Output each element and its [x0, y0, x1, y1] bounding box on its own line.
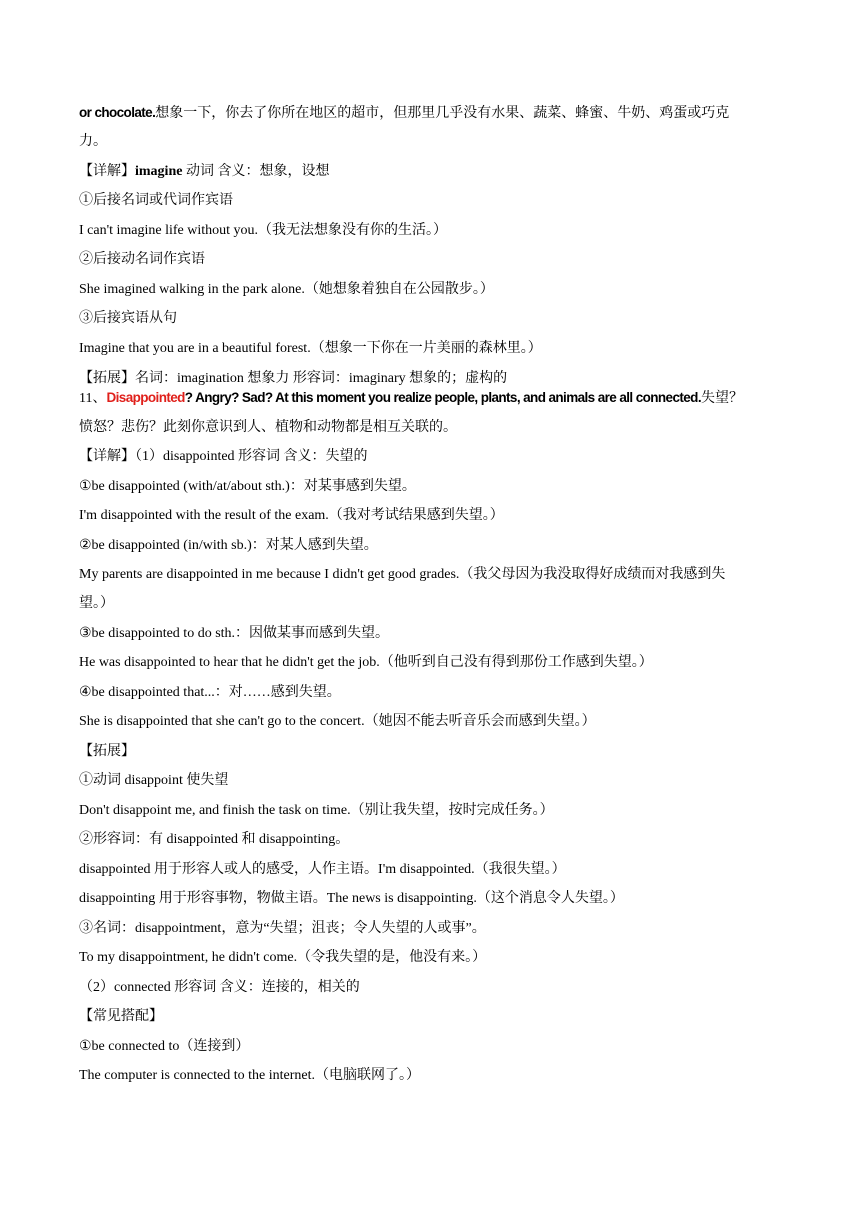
text-run: 11、: [79, 391, 107, 406]
text-run: ④be disappointed that...：对……感到失望。: [79, 685, 341, 700]
text-line: [79, 801, 794, 821]
text-run: 力。: [79, 134, 107, 149]
text-run: 【详解】（1）disappointed 形容词 含义：失望的: [79, 449, 368, 464]
text-run: 【拓展】: [79, 744, 135, 759]
text-line: [79, 830, 794, 850]
text-line: [79, 1037, 794, 1057]
text-run: or chocolate.: [79, 105, 156, 120]
text-line: [79, 771, 794, 791]
text-line: [79, 418, 794, 438]
text-run: ③名词：disappointment，意为“失望；沮丧；令人失望的人或事”。: [79, 921, 486, 936]
text-line: [79, 103, 794, 124]
text-run: imagine: [135, 164, 183, 179]
text-line: [79, 683, 794, 703]
text-line: [79, 506, 794, 526]
text-line: [79, 594, 794, 614]
text-run: ①动词 disappoint 使失望: [79, 773, 229, 788]
text-run: ①be disappointed (with/at/about sth.)：对某事感到失望。: [79, 479, 416, 494]
text-run: The computer is connected to the internet.（电脑联网了。）: [79, 1068, 420, 1083]
text-run: ③be disappointed to do sth.：因做某事而感到失望。: [79, 626, 390, 641]
text-line: [79, 712, 794, 732]
text-run: 望。）: [79, 596, 114, 611]
text-line: [79, 653, 794, 673]
text-line: [79, 132, 794, 152]
text-line: [79, 280, 794, 300]
text-line: [79, 919, 794, 939]
text-run: I can't imagine life without you.（我无法想象没有你的生活。）: [79, 223, 448, 238]
text-line: [79, 860, 794, 880]
text-line: [79, 477, 794, 497]
text-line: [79, 536, 794, 556]
text-run: I'm disappointed with the result of the exam.（我对考试结果感到失望。）: [79, 508, 504, 523]
text-run: 【详解】: [79, 164, 135, 179]
text-line: [79, 221, 794, 241]
text-run: 【拓展】名词：imagination 想象力 形容词：imaginary 想象的；虚构的: [79, 371, 508, 386]
text-line: [79, 309, 794, 329]
text-run: She imagined walking in the park alone.（她想象着独自在公园散步。）: [79, 282, 494, 297]
text-line: [79, 339, 794, 359]
text-run: disappointed 用于形容人或人的感受，人作主语。I'm disappointed.（我很失望。）: [79, 862, 566, 877]
text-run: Imagine that you are in a beautiful forest.（想象一下你在一片美丽的森林里。）: [79, 341, 542, 356]
text-run: 愤怒？悲伤？此刻你意识到人、植物和动物都是相互关联的。: [79, 420, 457, 435]
text-run: ③后接宾语从句: [79, 311, 177, 326]
text-run: He was disappointed to hear that he didn't get the job.（他听到自己没有得到那份工作感到失望。）: [79, 655, 653, 670]
text-run: Disappointed: [106, 390, 185, 405]
text-line: [79, 1066, 794, 1086]
text-run: ①be connected to（连接到）: [79, 1039, 250, 1054]
text-line: [79, 191, 794, 211]
text-line: [79, 447, 794, 467]
text-run: ②be disappointed (in/with sb.)：对某人感到失望。: [79, 538, 378, 553]
text-line: [79, 250, 794, 270]
text-line: [79, 388, 794, 409]
text-run: ①后接名词或代词作宾语: [79, 193, 233, 208]
text-run: 【常见搭配】: [79, 1009, 163, 1024]
text-run: 动词 含义：想象，设想: [182, 164, 330, 179]
text-line: [79, 978, 794, 998]
text-line: [79, 162, 794, 182]
text-line: [79, 565, 794, 585]
text-line: [79, 369, 794, 389]
text-line: [79, 742, 794, 762]
text-line: [79, 889, 794, 909]
text-line: [79, 624, 794, 644]
text-run: ? Angry? Sad? At this moment you realize people, plants, and animals are all connected.: [184, 390, 701, 405]
text-run: Don't disappoint me, and finish the task on time.（别让我失望，按时完成任务。）: [79, 803, 554, 818]
text-run: disappointing 用于形容事物，物做主语。The news is disappointing.（这个消息令人失望。）: [79, 891, 624, 906]
text-run: To my disappointment, he didn't come.（令我失望的是，他没有来。）: [79, 950, 487, 965]
text-run: ②形容词：有 disappointed 和 disappointing。: [79, 832, 350, 847]
text-run: （2）connected 形容词 含义：连接的，相关的: [79, 980, 360, 995]
text-run: She is disappointed that she can't go to the concert.（她因不能去听音乐会而感到失望。）: [79, 714, 596, 729]
text-run: 想象一下，你去了你所在地区的超市，但那里几乎没有水果、蔬菜、蜂蜜、牛奶、鸡蛋或巧克: [155, 106, 730, 121]
text-line: [79, 1007, 794, 1027]
text-line: [79, 948, 794, 968]
text-run: ②后接动名词作宾语: [79, 252, 205, 267]
text-run: 失望？: [700, 391, 743, 406]
text-run: My parents are disappointed in me because I didn't get good grades.（我父母因为我没取得好成绩而对我感到失: [79, 567, 726, 582]
